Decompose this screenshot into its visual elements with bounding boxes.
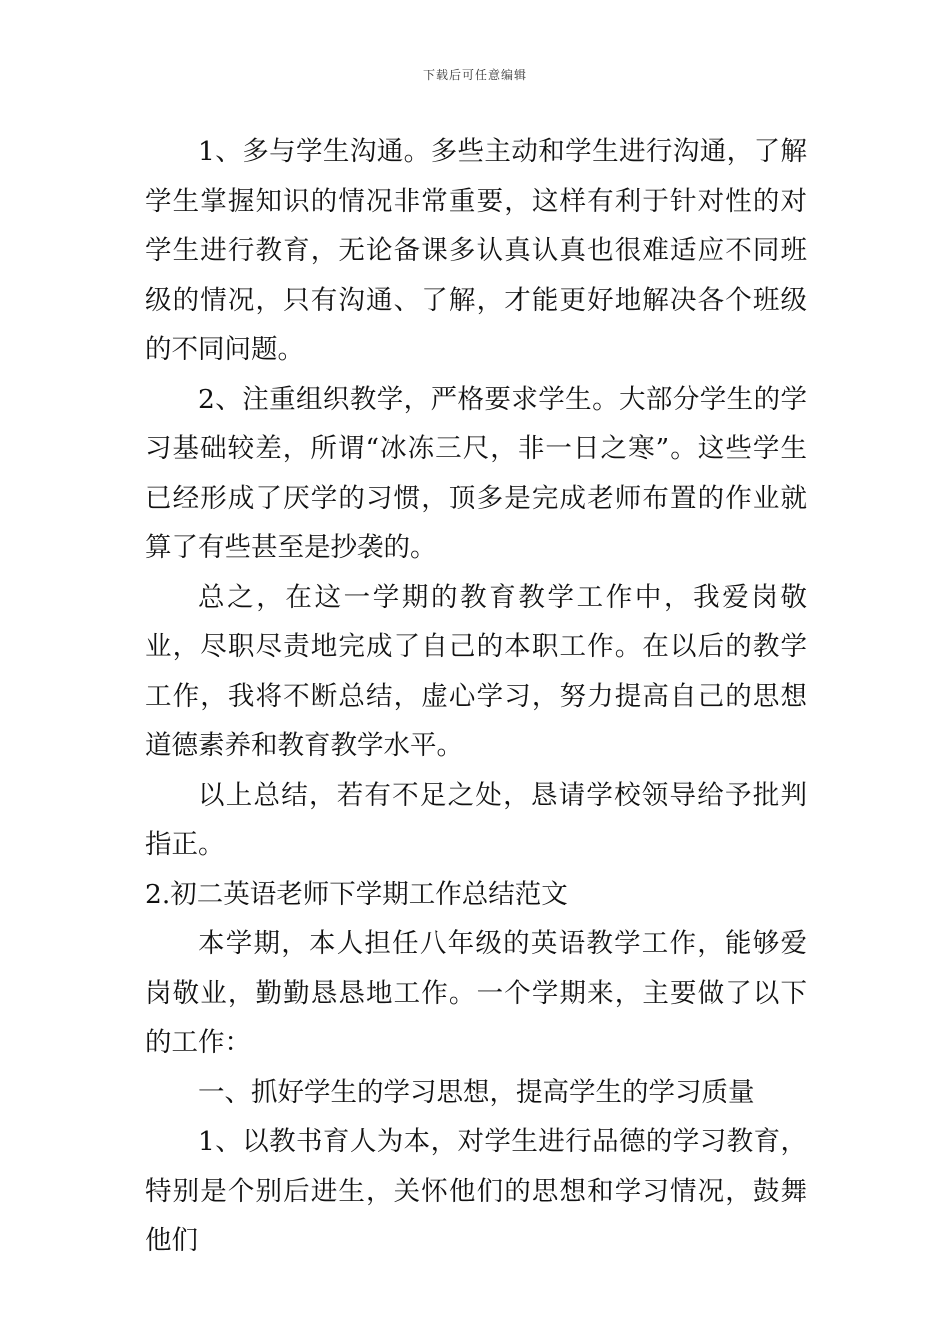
paragraph-conclusion: 总之，在这一学期的教育教学工作中，我爱岗敬业，尽职尽责地完成了自己的本职工作。在以后的教学工作，我将不断总结，虚心学习，努力提高自己的思想道德素养和教育教学水平。 [145,581,807,761]
paragraph-communication: 1、多与学生沟通。多些主动和学生进行沟通，了解学生掌握知识的情况非常重要，这样有利于针对性的对学生进行教育，无论备课多认真认真也很难适应不同班级的情况，只有沟通、了解，才能更好地解决各个班级的不同问题。 [145,136,807,365]
paragraph-classroom-organization: 2、注重组织教学，严格要求学生。大部分学生的学习基础较差，所谓“冰冻三尺，非一日之寒”。这些学生已经形成了厌学的习惯，顶多是完成老师布置的作业就算了有些甚至是抄袭的。 [145,383,807,563]
paragraph-semester-intro: 本学期，本人担任八年级的英语教学工作，能够爱岗敬业，勤勤恳恳地工作。一个学期来，主要做了以下的工作： [145,928,807,1058]
section-heading: 2.初二英语老师下学期工作总结范文 [145,878,568,910]
page-header-note: 下载后可任意编辑 [422,68,527,82]
subheading-study-thinking: 一、抓好学生的学习思想，提高学生的学习质量 [198,1076,755,1108]
paragraph-closing-remark: 以上总结，若有不足之处，恳请学校领导给予批判指正。 [145,779,807,860]
paragraph-moral-education: 1、以教书育人为本，对学生进行品德的学习教育，特别是个别后进生，关怀他们的思想和学习情况，鼓舞他们 [145,1126,807,1256]
document-body [145,127,807,1266]
